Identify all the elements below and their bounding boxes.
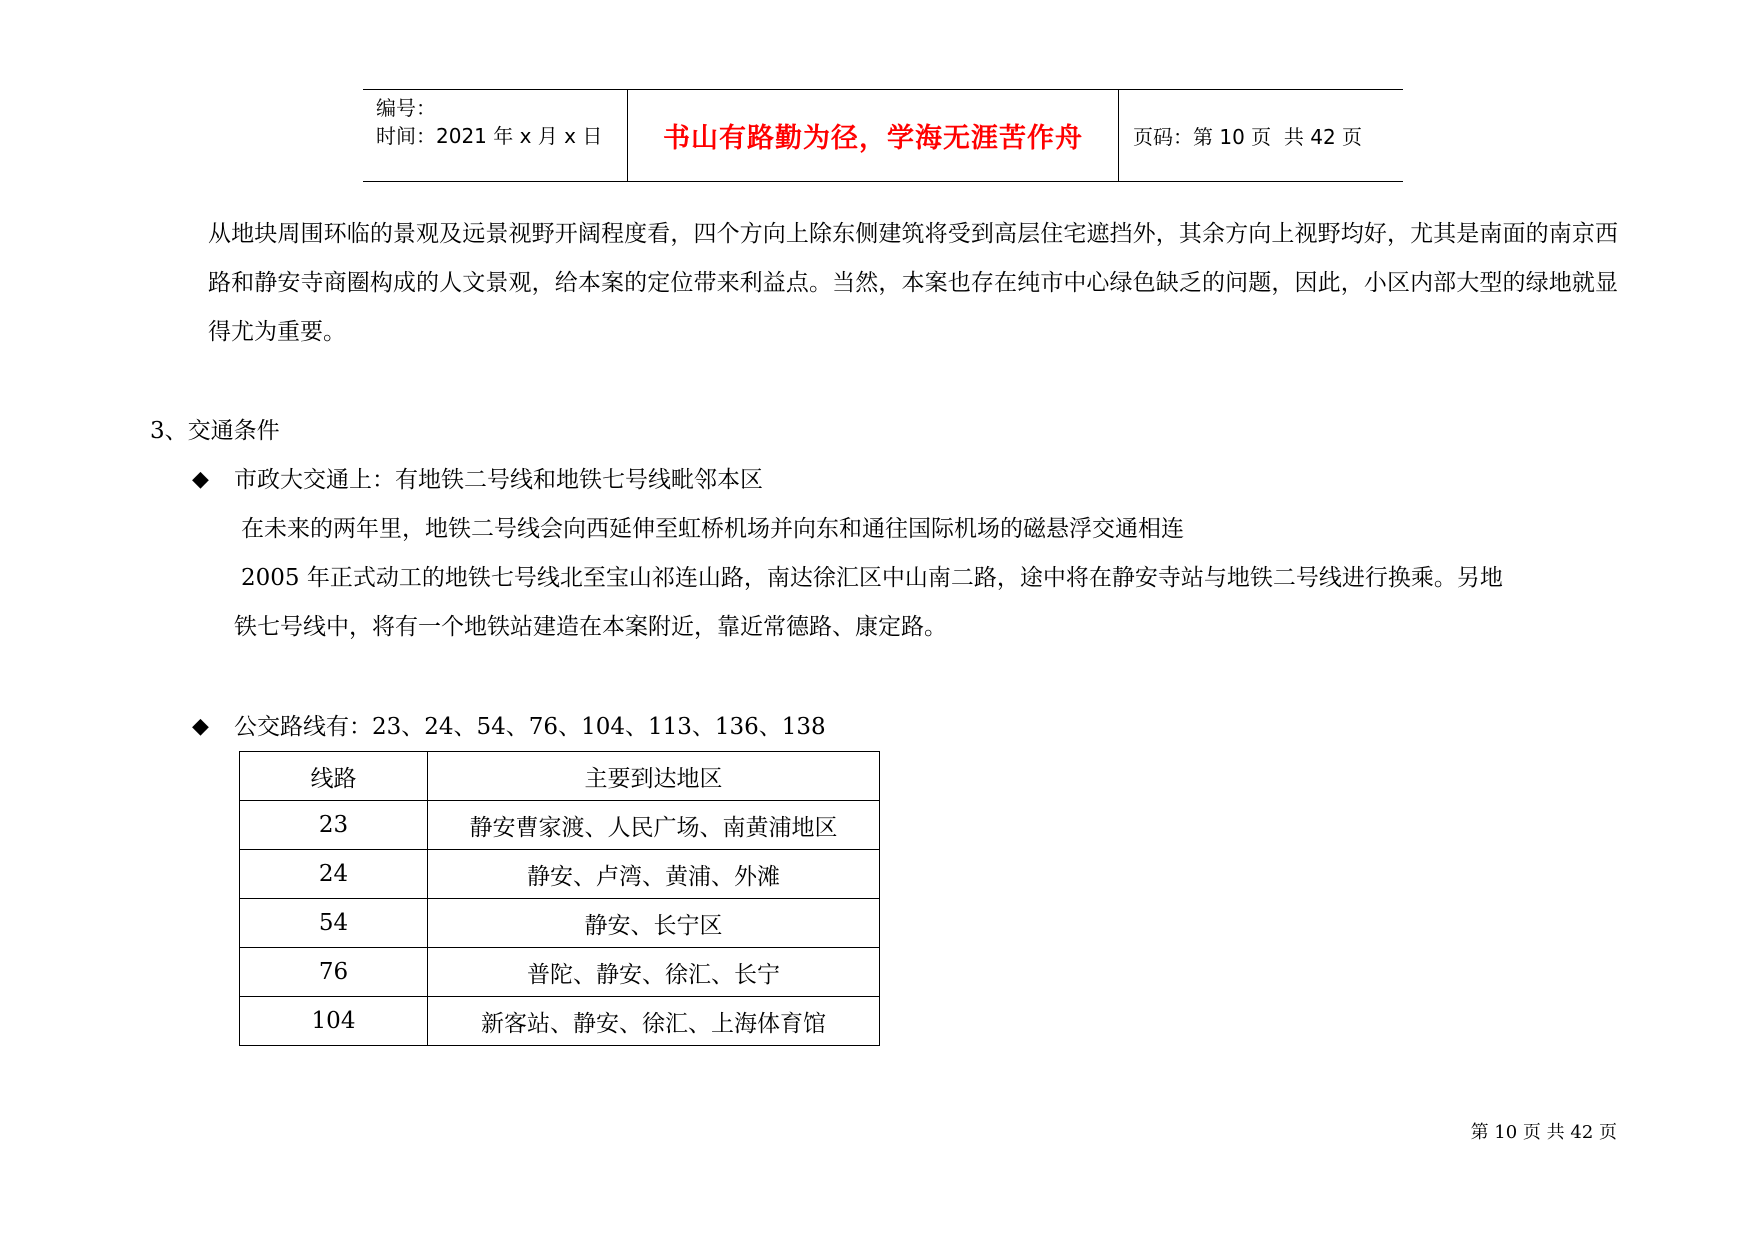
section-heading: 3、交通条件 bbox=[150, 418, 280, 444]
areas-cell: 静安曹家渡、人民广场、南黄浦地区 bbox=[428, 801, 880, 850]
areas-cell: 新客站、静安、徐汇、上海体育馆 bbox=[428, 997, 880, 1046]
document-date-label: 时间：2021 年 x 月 x 日 bbox=[376, 124, 603, 148]
header-meta-cell bbox=[363, 90, 628, 181]
table-row bbox=[240, 899, 880, 948]
table-header-areas: 主要到达地区 bbox=[428, 752, 880, 801]
page-footer: 第 10 页 共 42 页 bbox=[1470, 1122, 1617, 1143]
document-header bbox=[363, 89, 1403, 182]
areas-cell: 普陀、静安、徐汇、长宁 bbox=[428, 948, 880, 997]
header-page-label: 页码：第 10 页 共 42 页 bbox=[1133, 125, 1363, 149]
metro-line-2: 2005 年正式动工的地铁七号线北至宝山祁连山路，南达徐汇区中山南二路，途中将在静安寺站与地铁二号线进行换乘。另地 bbox=[241, 565, 1503, 591]
areas-cell: 静安、卢湾、黄浦、外滩 bbox=[428, 850, 880, 899]
table-row bbox=[240, 948, 880, 997]
table-row bbox=[240, 997, 880, 1046]
document-number-label: 编号： bbox=[376, 96, 436, 120]
table-row bbox=[240, 850, 880, 899]
intro-paragraph: 从地块周围环临的景观及远景视野开阔程度看，四个方向上除东侧建筑将受到高层住宅遮挡外，其余方向上视野均好，尤其是南面的南京西路和静安寺商圈构成的人文景观，给本案的定位带来利益点。当然，本案也存在纯市中心绿色缺乏的问题，因此，小区内部大型的绿地就显得尤为重要。 bbox=[208, 221, 1618, 345]
route-cell: 23 bbox=[240, 801, 428, 850]
areas-cell: 静安、长宁区 bbox=[428, 899, 880, 948]
bullet-icon: ◆ bbox=[192, 467, 209, 492]
route-cell: 54 bbox=[240, 899, 428, 948]
metro-title: 市政大交通上：有地铁二号线和地铁七号线毗邻本区 bbox=[234, 467, 763, 493]
metro-line-1: 在未来的两年里，地铁二号线会向西延伸至虹桥机场并向东和通往国际机场的磁悬浮交通相连 bbox=[241, 516, 1184, 542]
route-cell: 76 bbox=[240, 948, 428, 997]
header-motto: 书山有路勤为径，学海无涯苦作舟 bbox=[628, 90, 1119, 181]
metro-line-3: 铁七号线中，将有一个地铁站建造在本案附近，靠近常德路、康定路。 bbox=[234, 614, 947, 640]
route-cell: 104 bbox=[240, 997, 428, 1046]
route-cell: 24 bbox=[240, 850, 428, 899]
bullet-icon: ◆ bbox=[192, 714, 209, 739]
table-header-route: 线路 bbox=[240, 752, 428, 801]
table-header-row bbox=[240, 752, 880, 801]
bus-route-table bbox=[239, 751, 880, 1046]
bus-title: 公交路线有：23、24、54、76、104、113、136、138 bbox=[234, 714, 826, 740]
table-row bbox=[240, 801, 880, 850]
